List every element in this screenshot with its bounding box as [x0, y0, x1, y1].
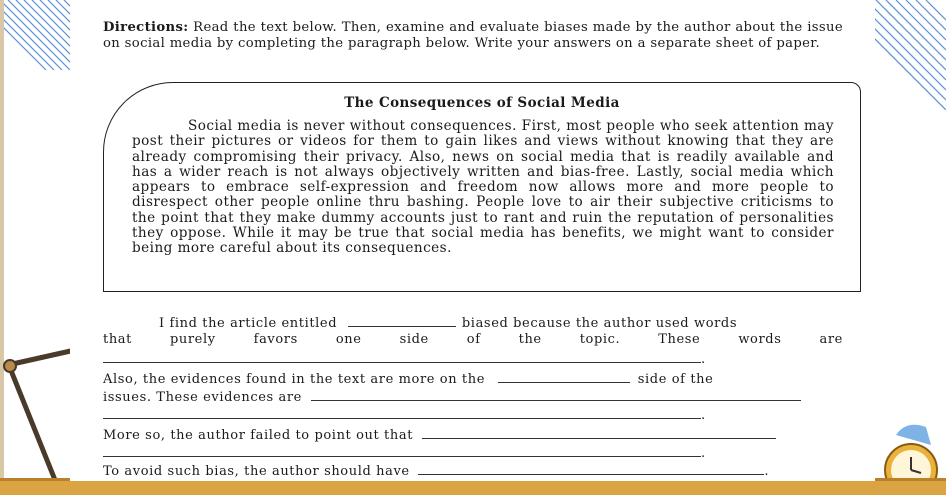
- line2: [103, 332, 843, 350]
- line7: More so, the author failed to point out that: [103, 428, 414, 443]
- line2-word: the: [518, 332, 542, 347]
- blank-side[interactable]: [498, 370, 630, 383]
- line2-word: words: [738, 332, 782, 347]
- blank-failed-cont[interactable]: [103, 444, 701, 457]
- line1-start: I find the article entitled: [159, 316, 338, 331]
- blank-biased-words[interactable]: [103, 350, 701, 363]
- bottom-border: [0, 481, 946, 495]
- line4-end: side of the: [637, 372, 714, 387]
- worksheet-page: [70, 0, 875, 481]
- blank-article-title[interactable]: [348, 314, 456, 327]
- directions-text: Read the text below. Then, examine and evaluate biases made by the author about the issue on social media by completing the paragraph below. Write your answers on a separate sheet of paper.: [103, 20, 843, 51]
- blank-evidences[interactable]: [311, 388, 801, 401]
- article-box: [103, 82, 861, 292]
- period: .: [701, 446, 706, 461]
- line2-word: one: [335, 332, 362, 347]
- line2-word: side: [399, 332, 429, 347]
- blank-avoid-bias[interactable]: [418, 462, 764, 475]
- line4-start: Also, the evidences found in the text are more on the: [103, 372, 486, 387]
- period: .: [764, 464, 770, 479]
- article-body-container: [132, 119, 834, 257]
- line2-word: purely: [169, 332, 216, 347]
- line2-word: of: [466, 332, 481, 347]
- blank-evidences-cont[interactable]: [103, 406, 701, 419]
- line5: issues. These evidences are: [103, 390, 302, 405]
- line2-word: topic.: [579, 332, 621, 347]
- period: .: [701, 408, 706, 423]
- line2-word: These: [658, 332, 701, 347]
- directions: [103, 20, 843, 52]
- line1-end: biased because the author used words: [461, 316, 738, 331]
- line2-word: favors: [253, 332, 298, 347]
- period: .: [701, 352, 706, 367]
- article-title: The Consequences of Social Media: [344, 95, 620, 111]
- line2-word: that: [103, 332, 132, 347]
- line9: To avoid such bias, the author should have: [103, 464, 410, 479]
- article-body: Social media is never without consequences. First, most people who seek attention may post their pictures or videos for them to gain likes and views without knowing that they are already compromising their privacy. Also, news on social media that is readily available and has a wider reach is not always objectively written and bias-free. Lastly, social media which appears to embrace self-expression and freedom now allows more and more people to disrespect other people online thru bashing. People love to air their subjective criticisms to the point that they make dummy accounts just to rant and ruin the reputation of personalities they oppose. While it may be true that social media has benefits, we might want to consider being more careful about its consequences.: [132, 118, 834, 257]
- directions-label: Directions:: [103, 20, 189, 35]
- line2-word: are: [819, 332, 843, 347]
- blank-failed-to-point-out[interactable]: [422, 426, 776, 439]
